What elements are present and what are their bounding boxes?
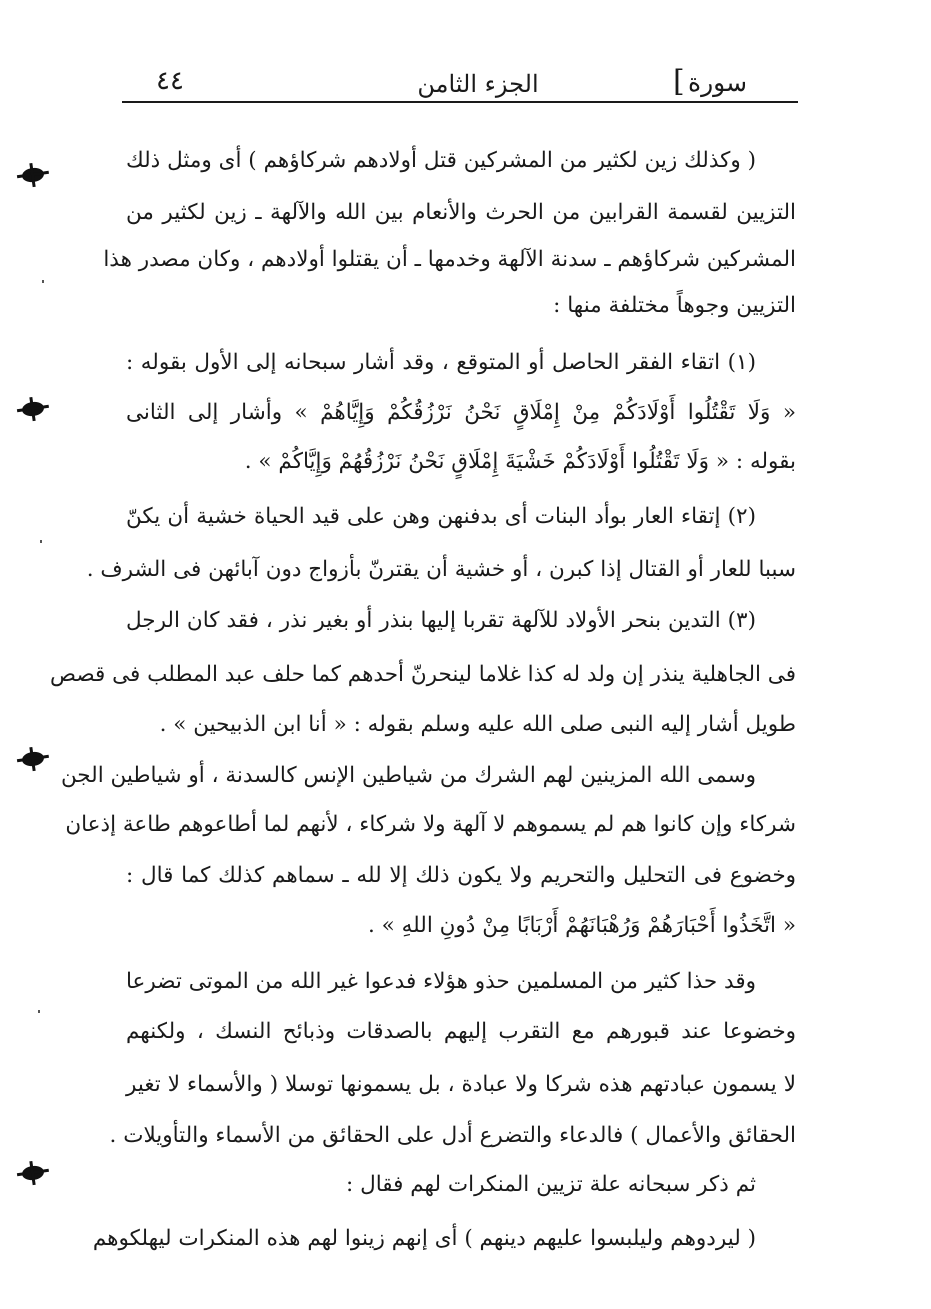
text-line: المشركين شركاؤهم ـ سدنة الآلهة وخدمها ـ أن يقتلوا أولادهم ، وكان مصدر هذا	[103, 247, 796, 272]
scan-speck	[40, 540, 42, 543]
text-line: بقوله : « وَلَا تَقْتُلُوا أَوْلَادَكُمْ خَشْيَةَ إِمْلَاقٍ نَحْنُ نَرْزُقُهُمْ وَإِيَّاكُمْ » .	[244, 449, 796, 474]
text-line: الحقائق والأعمال ) فالدعاء والتضرع أدل على الحقائق من الأسماء والتأويلات .	[109, 1123, 796, 1148]
text-line: ( وكذلك زين لكثير من المشركين قتل أولادهم شركاؤهم ) أى ومثل ذلك	[126, 148, 756, 173]
text-line: « اتَّخَذُوا أَحْبَارَهُمْ وَرُهْبَانَهُمْ أَرْبَابًا مِنْ دُونِ اللهِ » .	[367, 913, 796, 938]
text-line: (٣) التدين بنحر الأولاد للآلهة تقربا إليها بنذر أو بغير نذر ، فقد كان الرجل	[126, 608, 756, 633]
text-line: طويل أشار إليه النبى صلى الله عليه وسلم بقوله : « أنا ابن الذبيحين » .	[159, 712, 796, 737]
text-line: لا يسمون عبادتهم هذه شركا ولا عبادة ، بل يسمونها توسلا ( والأسماء لا تغير	[126, 1072, 796, 1097]
header-rule	[122, 101, 798, 103]
text-line: ثم ذكر سبحانه علة تزيين المنكرات لهم فقال :	[346, 1172, 756, 1197]
text-line: التزيين لقسمة القرابين من الحرث والأنعام بين الله والآلهة ـ زين لكثير من	[126, 200, 796, 225]
text-line: فى الجاهلية ينذر إن ولد له كذا غلاما لينحرنّ أحدهم كما حلف عبد المطلب فى قصص	[50, 662, 796, 687]
page-number: ٤٤	[156, 66, 184, 96]
margin-mark	[21, 167, 45, 184]
header-bracket: [	[673, 64, 685, 99]
margin-mark	[21, 1165, 45, 1182]
margin-mark	[21, 751, 45, 768]
text-line: سببا للعار أو القتال إذا كبرن ، أو خشية أن يقترنّ بأزواج دون آبائهن فى الشرف .	[86, 557, 796, 582]
text-line: شركاء وإن كانوا هم لم يسموهم لا آلهة ولا شركاء ، لأنهم لما أطاعوهم طاعة إذعان	[65, 812, 796, 837]
part-title: الجزء الثامن	[417, 70, 539, 98]
text-line: وقد حذا كثير من المسلمين حذو هؤلاء فدعوا غير الله من الموتى تضرعا	[126, 969, 756, 994]
text-line: « وَلَا تَقْتُلُوا أَوْلَادَكُمْ مِنْ إِمْلَاقٍ نَحْنُ نَرْزُقُكُمْ وَإِيَّاهُمْ » وأشار إلى الثانى	[126, 400, 796, 425]
text-line: التزيين وجوهاً مختلفة منها :	[553, 293, 796, 318]
scan-speck	[42, 280, 44, 283]
text-line: (٢) إتقاء العار بوأد البنات أى بدفنهن وهن على قيد الحياة خشية أن يكنّ	[126, 504, 756, 529]
text-line: وسمى الله المزينين لهم الشرك من شياطين الإنس كالسدنة ، أو شياطين الجن	[60, 763, 756, 788]
text-line: وخضوعا عند قبورهم مع التقرب إليهم بالصدقات وذبائح النسك ، ولكنهم	[126, 1019, 796, 1044]
text-line: (١) اتقاء الفقر الحاصل أو المتوقع ، وقد أشار سبحانه إلى الأول بقوله :	[126, 350, 756, 375]
text-line: وخضوع فى التحليل والتحريم ولا يكون ذلك إلا لله ـ سماهم كذلك كما قال :	[126, 863, 796, 888]
margin-mark	[21, 401, 45, 418]
surah-label: سورة	[688, 68, 748, 97]
scan-speck	[38, 1010, 40, 1013]
text-line: ( ليردوهم وليلبسوا عليهم دينهم ) أى إنهم زينوا لهم هذه المنكرات ليهلكوهم	[92, 1226, 756, 1251]
